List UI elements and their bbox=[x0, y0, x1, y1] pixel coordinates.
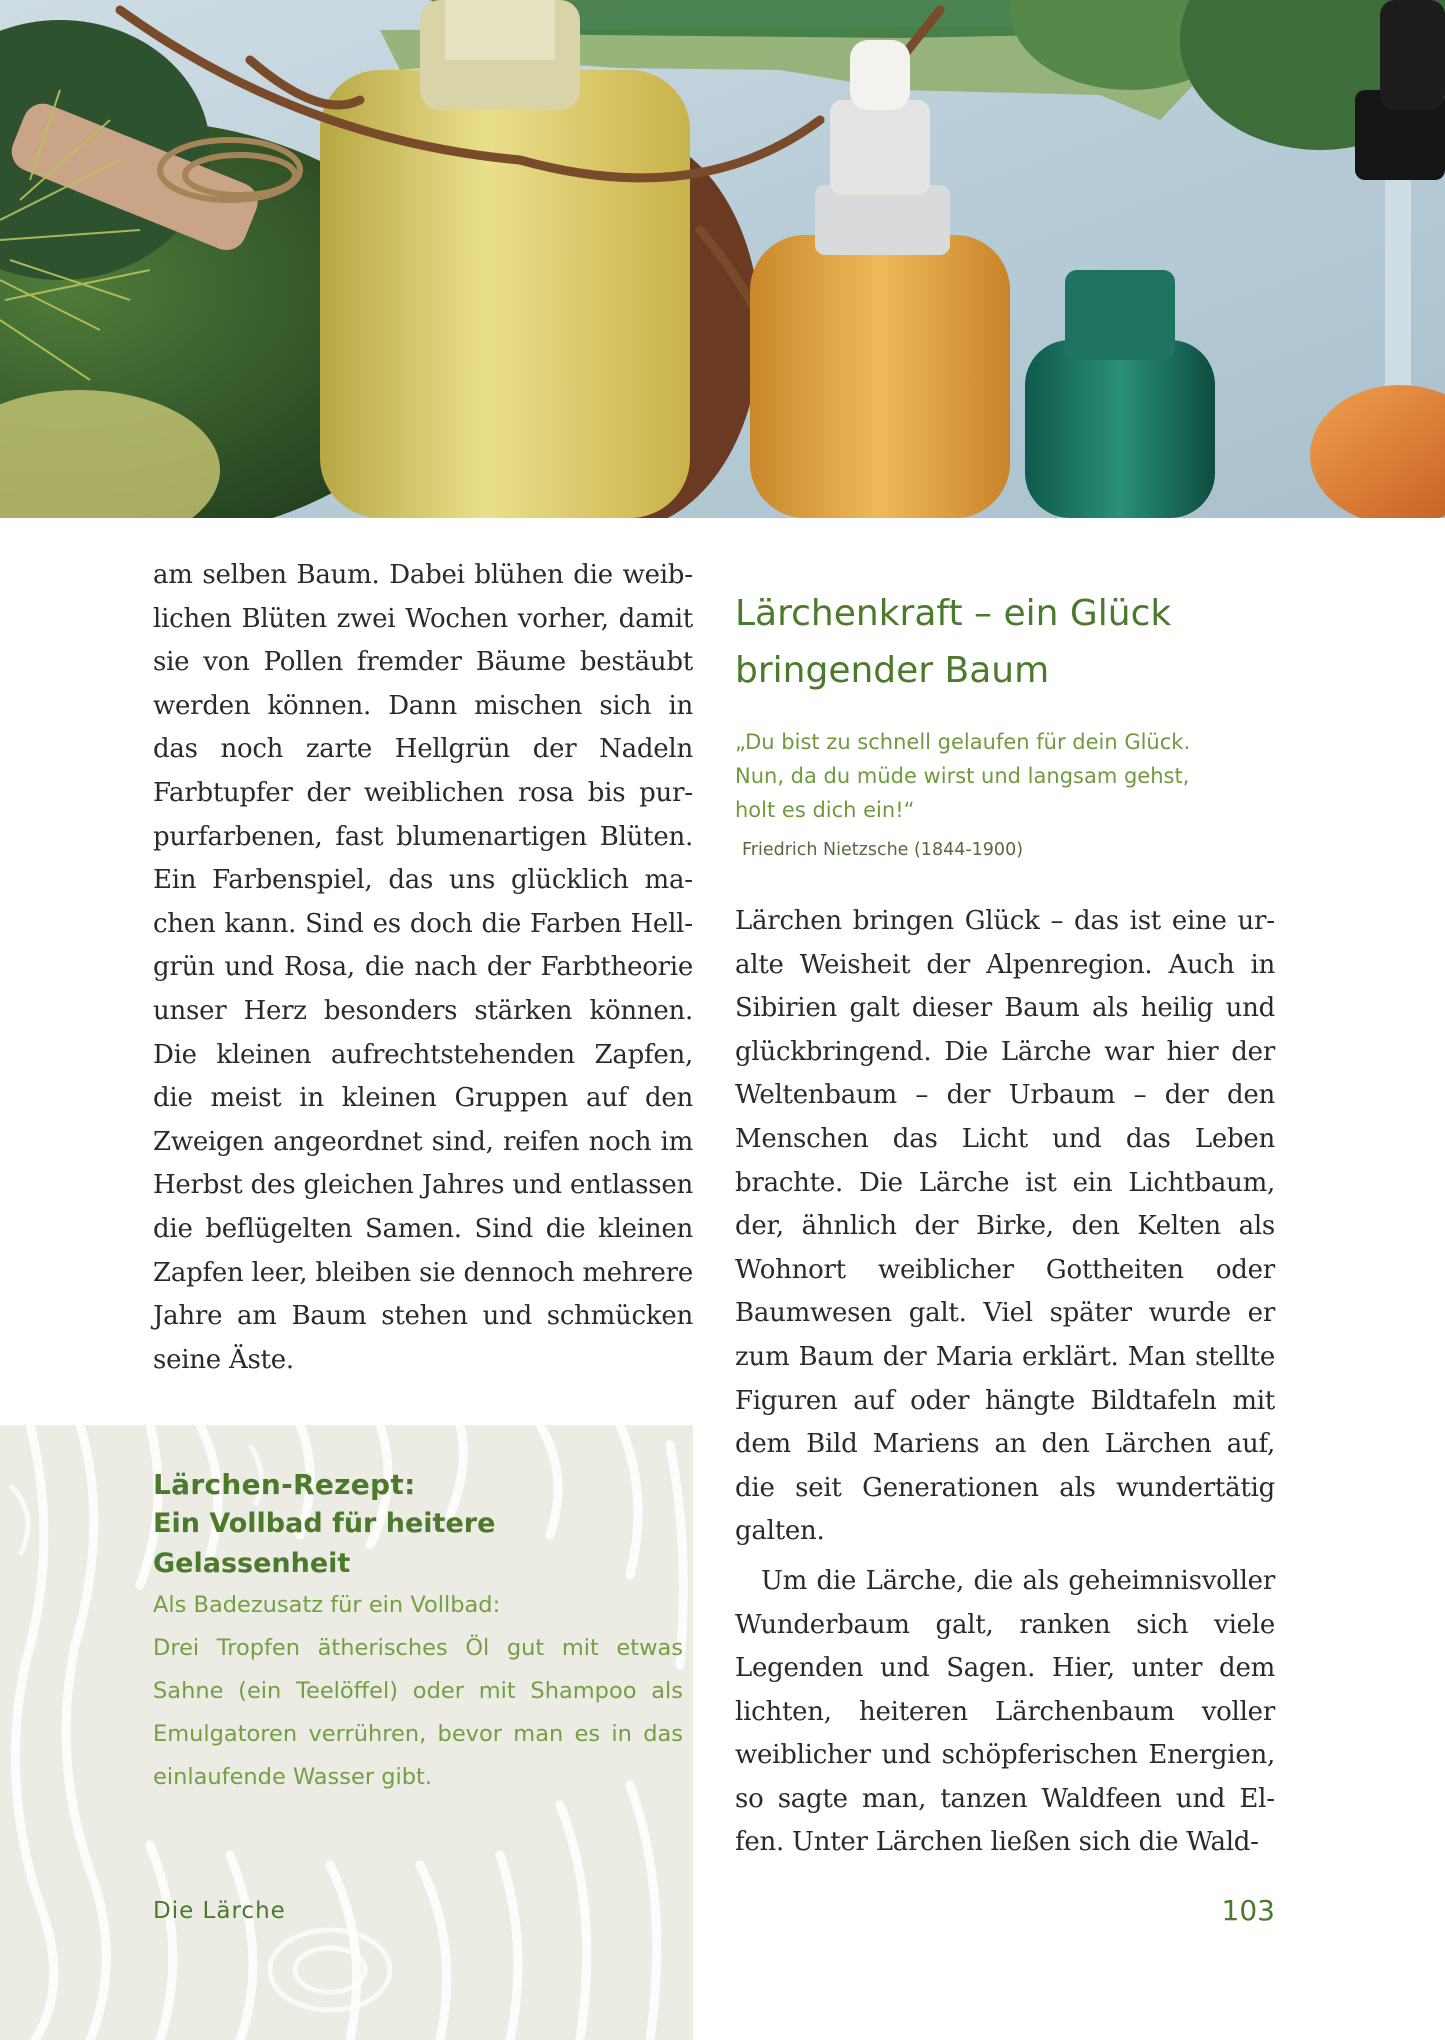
recipe-instructions: Drei Tropfen ätherisches Öl gut mit etwas Sahne (ein Teelöffel) oder mit Shampoo als Emulgatoren verrühren, bevor man es in das einlaufende Wasser gibt. bbox=[153, 1635, 683, 1790]
section-heading-line2: bringender Baum bbox=[735, 650, 1050, 691]
quote-line1: „Du bist zu schnell gelaufen für dein Glück. bbox=[735, 730, 1191, 754]
quote bbox=[735, 725, 1275, 827]
recipe-heading: Lärchen-Rezept: bbox=[153, 1468, 416, 1501]
right-body-paragraph-2: Um die Lärche, die als geheimnisvoller Wunderbaum galt, ranken sich viele Legenden und Sagen. Hier, unter dem lichten, heiteren Lärchenbaum voller weiblicher und schöpferischen Energien, so sagte man, tanzen Waldfeen und Elfen. Unter Lärchen ließen sich die Wald- bbox=[735, 1565, 1275, 1858]
section-heading bbox=[735, 585, 1275, 699]
left-column bbox=[153, 554, 693, 1382]
quote-line2: Nun, da du müde wirst und langsam gehst, bbox=[735, 764, 1190, 788]
footer-chapter-label: Die Lärche bbox=[153, 1898, 286, 1924]
header-photo bbox=[0, 0, 1445, 518]
recipe-subheading: Ein Vollbad für heitere Gelassenheit bbox=[153, 1508, 496, 1579]
quote-line3: holt es dich ein!“ bbox=[735, 798, 915, 822]
recipe-intro: Als Badezusatz für ein Vollbad: bbox=[153, 1592, 501, 1618]
recipe-box bbox=[153, 1466, 683, 1799]
page-number: 103 bbox=[1221, 1894, 1275, 1927]
right-column-header bbox=[735, 585, 1275, 863]
right-column-body bbox=[735, 900, 1275, 1865]
quote-author: Friedrich Nietzsche (1844-1900) bbox=[742, 840, 1024, 860]
left-body-paragraph: am selben Baum. Dabei blühen die weiblichen Blüten zwei Wochen vorher, damit sie von Pollen fremder Bäume bestäubt werden können. Dann mischen sich in das noch zarte Hellgrün der Nadeln Farbtupfer der weiblichen rosa bis purpurfarbenen, fast blumenartigen Blüten. Ein Farbenspiel, das uns glücklich machen kann. Sind es doch die Farben Hellgrün und Rosa, die nach der Farbtheorie unser Herz besonders stärken können. Die kleinen aufrechtstehenden Zapfen, die meist in kleinen Gruppen auf den Zweigen angeordnet sind, reifen noch im Herbst des gleichen Jahres und entlassen die beflügelten Samen. Sind die kleinen Zapfen leer, bleiben sie dennoch mehrere Jahre am Baum stehen und schmücken seine Äste. bbox=[153, 560, 693, 1375]
right-body-paragraph-1: Lärchen bringen Glück – das ist eine uralte Weisheit der Alpenregion. Auch in Sibirien galt dieser Baum als heilig und glückbringend. Die Lärche war hier der Weltenbaum – der Urbaum – der den Menschen das Licht und das Leben brachte. Die Lärche ist ein Lichtbaum, der, ähnlich der Birke, den Kelten als Wohnort weiblicher Gottheiten oder Baumwesen galt. Viel später wurde er zum Baum der Maria erklärt. Man stellte Figuren auf oder hängte Bildtafeln mit dem Bild Mariens an den Lärchen auf, die seit Generationen als wundertätig galten. bbox=[735, 906, 1275, 1547]
section-heading-line1: Lärchenkraft – ein Glück bbox=[735, 593, 1172, 634]
